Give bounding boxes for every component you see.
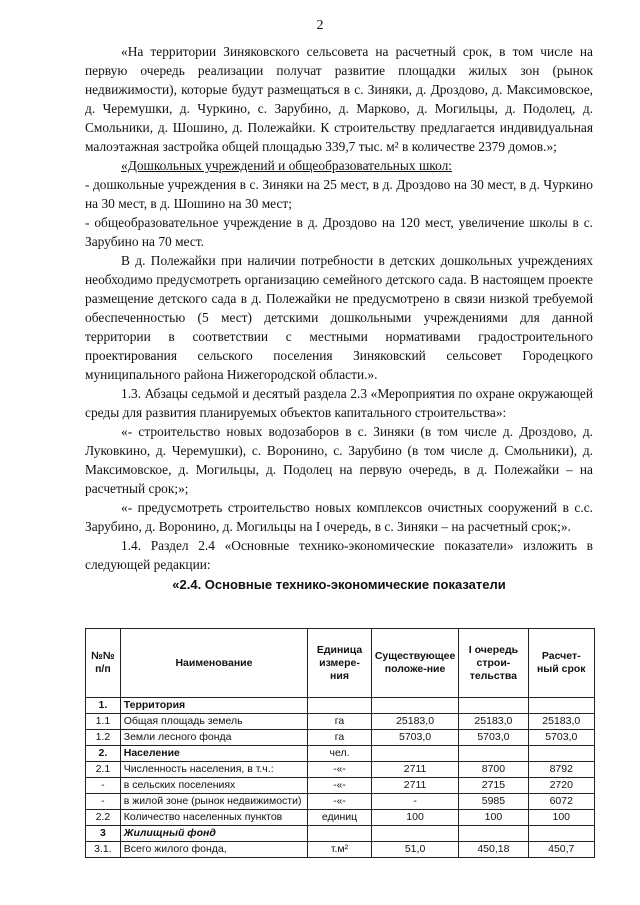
cell-design-term: 25183,0 [528, 714, 595, 730]
cell-name: Население [120, 746, 307, 762]
cell-existing: 51,0 [371, 842, 459, 858]
cell-design-term: 2720 [528, 778, 595, 794]
table-row [86, 714, 595, 730]
cell-unit: единиц [308, 810, 372, 826]
cell-unit: чел. [308, 746, 372, 762]
paragraph-1-4: 1.4. Раздел 2.4 «Основные технико-экономические показатели» изложить в следующей редакции: [85, 538, 593, 572]
cell-unit: -«- [308, 794, 372, 810]
cell-existing: - [371, 794, 459, 810]
cell-unit: га [308, 714, 372, 730]
cell-name: Общая площадь земель [120, 714, 307, 730]
table-row [86, 826, 595, 842]
cell-unit [308, 698, 372, 714]
header-existing: Существующее положе-ние [371, 629, 459, 698]
cell-design-term: 450,7 [528, 842, 595, 858]
cell-existing: 5703,0 [371, 730, 459, 746]
paragraph-water-intakes: «- строительство новых водозаборов в с. Зиняки (в том числе д. Дроздово, д. Луковкино, д. Черемушки), с. Воронино, с. Зарубино (в том числе д. Смольники), д. Максимовское, д. Могильцы, д. Подолец на первую очередь, в д. Полежайки – на расчетный срок;»; [85, 424, 593, 496]
table-row [86, 778, 595, 794]
cell-design-term [528, 698, 595, 714]
cell-name: в жилой зоне (рынок недвижимости) [120, 794, 307, 810]
cell-first-stage [459, 826, 528, 842]
cell-number: 1.1 [86, 714, 121, 730]
cell-name: Жилищный фонд [120, 826, 307, 842]
cell-design-term: 8792 [528, 762, 595, 778]
cell-number: 2. [86, 746, 121, 762]
cell-design-term: 6072 [528, 794, 595, 810]
table-row [86, 746, 595, 762]
cell-unit [308, 826, 372, 842]
cell-first-stage [459, 746, 528, 762]
paragraph-school: - общеобразовательное учреждение в д. Дроздово на 120 мест, увеличение школы в с. Зарубино на 70 мест. [85, 215, 593, 249]
cell-design-term [528, 746, 595, 762]
paragraph-polezhaiki: В д. Полежайки при наличии потребности в детских дошкольных учреждениях необходимо предусмотреть организацию семейного детского сада. В настоящем проекте размещение детского сада в д. Полежайки не предусмотрено в связи низкой требуемой обеспеченностью (5 мест) детскими дошкольными учреждениями для данной территории в соответствии с местными нормативами градостроительного проектирования сельского поселения Зиняковский сельсовет Городецкого муниципального района Нижегородской области.». [85, 253, 593, 382]
cell-first-stage: 8700 [459, 762, 528, 778]
cell-first-stage: 100 [459, 810, 528, 826]
cell-design-term: 5703,0 [528, 730, 595, 746]
header-design-term: Расчет-ный срок [528, 629, 595, 698]
cell-design-term: 100 [528, 810, 595, 826]
cell-existing [371, 826, 459, 842]
header-first-stage: I очередь строи-тельства [459, 629, 528, 698]
cell-number: 3.1. [86, 842, 121, 858]
cell-number: 1.2 [86, 730, 121, 746]
cell-number: - [86, 794, 121, 810]
cell-existing: 2711 [371, 762, 459, 778]
document-body [85, 42, 593, 594]
cell-unit: -«- [308, 778, 372, 794]
cell-first-stage: 5985 [459, 794, 528, 810]
table-header-row [86, 629, 595, 698]
table-title: «2.4. Основные технико-экономические показатели [172, 577, 506, 592]
cell-name: Земли лесного фонда [120, 730, 307, 746]
cell-existing [371, 698, 459, 714]
cell-first-stage: 450,18 [459, 842, 528, 858]
cell-unit: т.м² [308, 842, 372, 858]
cell-existing [371, 746, 459, 762]
cell-unit: -«- [308, 762, 372, 778]
paragraph-treatment-facilities: «- предусмотреть строительство новых комплексов очистных сооружений в с.с. Зарубино, д. Воронино, д. Могильцы на I очередь, в с. Зиняки – на расчетный срок;». [85, 500, 593, 534]
table-row [86, 698, 595, 714]
cell-name: Количество населенных пунктов [120, 810, 307, 826]
cell-name: Территория [120, 698, 307, 714]
cell-number: - [86, 778, 121, 794]
paragraph-1-3: 1.3. Абзацы седьмой и десятый раздела 2.3 «Мероприятия по охране окружающей среды для развития планируемых объектов капитального строительства»: [85, 386, 593, 420]
cell-first-stage [459, 698, 528, 714]
indicators-table [85, 628, 595, 858]
cell-unit: га [308, 730, 372, 746]
cell-number: 2.2 [86, 810, 121, 826]
cell-first-stage: 25183,0 [459, 714, 528, 730]
cell-number: 3 [86, 826, 121, 842]
schools-heading-text: «Дошкольных учреждений и общеобразовательных школ: [121, 158, 453, 173]
table-row [86, 730, 595, 746]
cell-name: Всего жилого фонда, [120, 842, 307, 858]
cell-existing: 100 [371, 810, 459, 826]
header-unit: Единица измере-ния [308, 629, 372, 698]
cell-number: 1. [86, 698, 121, 714]
table-row [86, 842, 595, 858]
table-row [86, 794, 595, 810]
cell-name: Численность населения, в т.ч.: [120, 762, 307, 778]
cell-design-term [528, 826, 595, 842]
header-name: Наименование [120, 629, 307, 698]
cell-existing: 25183,0 [371, 714, 459, 730]
table-row [86, 762, 595, 778]
cell-first-stage: 5703,0 [459, 730, 528, 746]
cell-name: в сельских поселениях [120, 778, 307, 794]
cell-first-stage: 2715 [459, 778, 528, 794]
header-number: №№ п/п [86, 629, 121, 698]
cell-existing: 2711 [371, 778, 459, 794]
page-number: 2 [316, 18, 324, 33]
paragraph-preschools: - дошкольные учреждения в с. Зиняки на 25 мест, в д. Дроздово на 30 мест, в д. Чуркино на 30 мест, в д. Шошино на 30 мест; [85, 177, 593, 211]
cell-number: 2.1 [86, 762, 121, 778]
paragraph-housing-zones: «На территории Зиняковского сельсовета на расчетный срок, в том числе на первую очередь реализации получат развитие площадки жилых зон (рынок недвижимости), которые будут размещаться в с. Зиняки, д. Дроздово, д. Максимовское, д. Черемушки, д. Чуркино, с. Зарубино, д. Марково, д. Могильцы, д. Подолец, д. Смольники, д. Шошино, д. Полежайки. К строительству предлагается индивидуальная малоэтажная застройка общей площадью 339,7 тыс. м² в количестве 2379 домов.»; [85, 44, 593, 154]
paragraph-schools-heading [85, 156, 593, 175]
table-row [86, 810, 595, 826]
